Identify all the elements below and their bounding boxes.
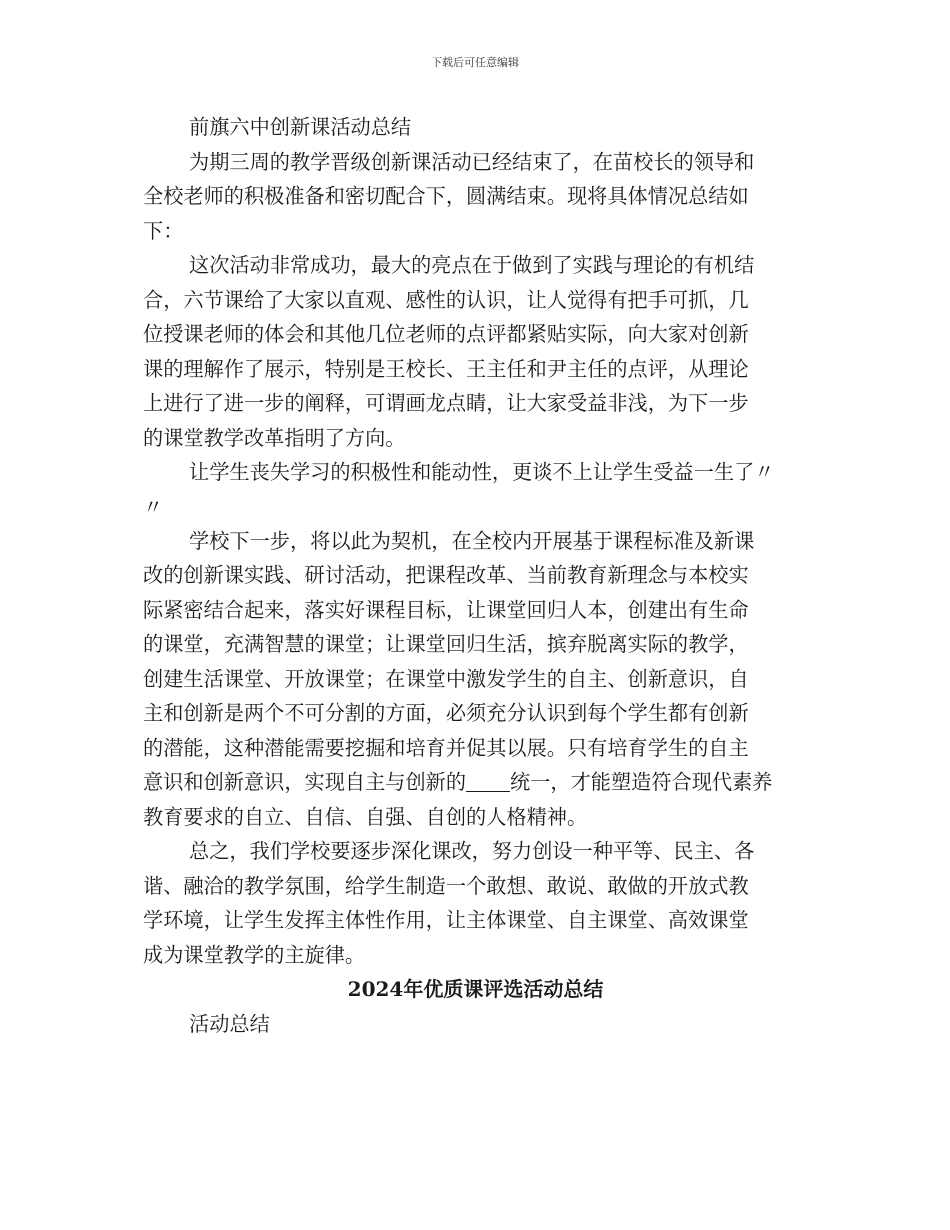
fill-in-blank	[466, 771, 510, 792]
paragraph-line: 位授课老师的体会和其他几位老师的点评都紧贴实际，向大家对创新	[143, 322, 749, 346]
paragraph-line: 谐、融洽的教学氛围，给学生制造一个敢想、敢说、敢做的开放式教	[143, 873, 749, 898]
paragraph-line: 总之，我们学校要逐步深化课改，努力创设一种平等、民主、各	[189, 839, 755, 863]
paragraph-line: 合，六节课给了大家以直观、感性的认识，让人觉得有把手可抓，几	[143, 287, 749, 312]
paragraph-line: 为期三周的教学晋级创新课活动已经结束了，在苗校长的领导和	[189, 149, 755, 174]
paragraph-line: 学环境，让学生发挥主体性作用，让主体课堂、自主课堂、高效课堂	[143, 908, 749, 932]
paragraph-line: 这次活动非常成功，最大的亮点在于做到了实践与理论的有机结	[189, 253, 755, 277]
paragraph-line	[143, 765, 808, 800]
paragraph-line: 下：	[143, 218, 184, 243]
paragraph-line: 际紧密结合起来，落实好课程目标，让课堂回归人本，创建出有生命	[143, 597, 749, 622]
paragraph-line: 学校下一步，将以此为契机，在全校内开展基于课程标准及新课	[189, 528, 755, 553]
paragraph-line: 全校老师的积极准备和密切配合下，圆满结束。现将具体情况总结如	[143, 184, 749, 208]
paragraph-line: 〃	[143, 494, 163, 519]
paragraph-line: 的课堂，充满智慧的课堂；让课堂回归生活，摈弃脱离实际的教学，	[143, 632, 749, 656]
paragraph-line: 主和创新是两个不可分割的方面，必须充分认识到每个学生都有创新	[143, 701, 749, 725]
paragraph-line: 的潜能，这种潜能需要挖掘和培育并促其以展。只有培育学生的自主	[143, 735, 749, 760]
document-body	[143, 110, 808, 1041]
paragraph-line: 让学生丧失学习的积极性和能动性，更谈不上让学生受益一生了〃	[189, 460, 775, 484]
page-header-note: 下载后可任意编辑	[431, 56, 519, 69]
paragraph-line: 活动总结	[189, 1011, 270, 1036]
paragraph-line: 课的理解作了展示，特别是王校长、王主任和尹主任的点评，从理论	[143, 356, 749, 381]
paragraph-line: 成为课堂教学的主旋律。	[143, 942, 366, 967]
section-heading: 2024年优质课评选活动总结	[347, 977, 604, 1001]
paragraph-line: 教育要求的自立、自信、自强、自创的人格精神。	[143, 804, 588, 829]
paragraph-line: 改的创新课实践、研讨活动，把课程改革、当前教育新理念与本校实	[143, 563, 749, 587]
text-segment: 统一，才能塑造符合现代素养	[510, 770, 773, 794]
section-title: 前旗六中创新课活动总结	[189, 115, 412, 139]
paragraph-line: 上进行了进一步的阐释，可谓画龙点睛，让大家受益非浅，为下一步	[143, 391, 749, 415]
text-segment: 意识和创新意识，实现自主与创新的	[143, 770, 467, 794]
paragraph-line: 的课堂教学改革指明了方向。	[143, 425, 406, 450]
paragraph-line: 创建生活课堂、开放课堂；在课堂中激发学生的自主、创新意识，自	[143, 666, 749, 691]
